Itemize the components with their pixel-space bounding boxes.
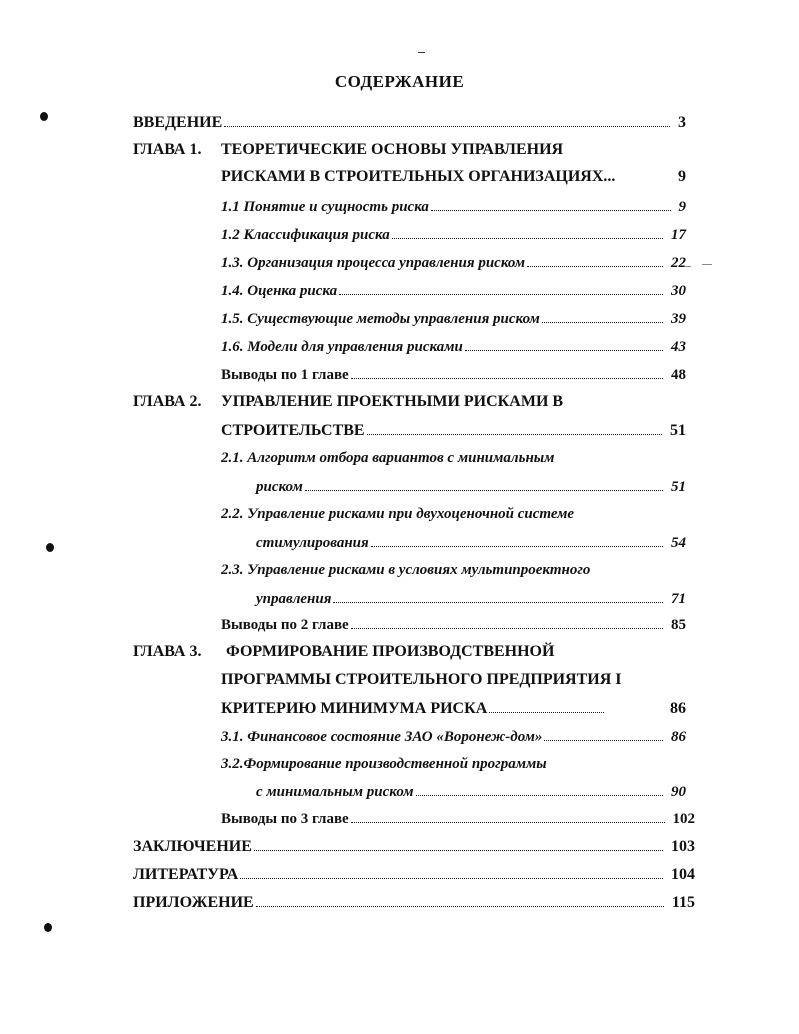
toc-entry-2-1[interactable] <box>256 476 686 496</box>
leader-dots <box>256 892 664 907</box>
entry-label: Выводы по 3 главе <box>221 811 349 827</box>
scan-blot <box>40 112 48 121</box>
toc-entry-2-3-line1: 2.3. Управление рисками в условиях мультипроектного <box>221 562 591 578</box>
leader-dots <box>254 836 663 851</box>
page-number: 85 <box>671 617 686 633</box>
toc-entry-1-3[interactable] <box>221 252 686 272</box>
leader-dots <box>333 588 663 603</box>
toc-entry-conclusions-2[interactable] <box>221 614 686 634</box>
page-number: 103 <box>671 838 695 855</box>
entry-label: с минимальным риском <box>256 784 414 800</box>
entry-label: 1.5. Существующие методы управления риском <box>221 311 540 327</box>
toc-entry-chapter-3[interactable] <box>221 698 686 718</box>
page-number: 39 <box>671 311 686 327</box>
toc-entry-conclusions-1[interactable] <box>221 364 686 384</box>
leader-dots <box>371 532 663 547</box>
entry-label: Выводы по 1 главе <box>221 367 349 383</box>
chapter-1-prefix: ГЛАВА 1. <box>133 141 202 158</box>
entry-label: ЛИТЕРАТУРА <box>133 866 239 883</box>
page-number: 43 <box>671 339 686 355</box>
toc-entry-1-6[interactable] <box>221 336 686 356</box>
leader-dots <box>392 224 663 239</box>
page-number: 17 <box>671 227 686 243</box>
toc-entry-2-2-line1: 2.2. Управление рисками при двухоценочной системе <box>221 506 575 522</box>
entry-label: 1.6. Модели для управления рисками <box>221 339 463 355</box>
toc-entry-2-1-line1: 2.1. Алгоритм отбора вариантов с минимальным <box>221 450 555 466</box>
toc-entry-intro[interactable] <box>133 112 686 132</box>
toc-entry-1-2[interactable] <box>221 224 686 244</box>
entry-label: 1.3. Организация процесса управления риском <box>221 255 526 271</box>
leader-dots <box>416 781 663 796</box>
page-number: 51 <box>670 422 686 439</box>
leader-dots <box>351 808 665 823</box>
page-number: 22 <box>671 255 686 271</box>
leader-dots <box>544 726 663 741</box>
chapter-1-title-line1: ТЕОРЕТИЧЕСКИЕ ОСНОВЫ УПРАВЛЕНИЯ <box>221 141 564 158</box>
entry-label: стимулирования <box>256 535 369 551</box>
toc-entry-conclusion[interactable] <box>133 836 695 856</box>
toc-entry-1-5[interactable] <box>221 308 686 328</box>
toc-entry-2-3[interactable] <box>256 588 686 608</box>
page-number: 48 <box>671 367 686 383</box>
scan-speck <box>702 264 712 265</box>
scan-mark <box>418 52 425 53</box>
toc-entry-2-2[interactable] <box>256 532 686 552</box>
leader-dots <box>351 614 663 629</box>
entry-label: 1.2 Классификация риска <box>221 227 390 243</box>
entry-label: управления <box>256 591 332 607</box>
page-number: 115 <box>671 894 695 911</box>
leader-dots <box>240 864 663 879</box>
toc-entry-3-2[interactable] <box>256 781 686 801</box>
entry-label: ВВЕДЕНИЕ <box>133 114 223 131</box>
entry-label: 1.1 Понятие и сущность риска <box>221 199 429 215</box>
chapter-3-prefix: ГЛАВА 3. <box>133 643 202 660</box>
page-number: 71 <box>671 591 686 607</box>
toc-entry-literature[interactable] <box>133 864 695 884</box>
toc-entry-3-1[interactable] <box>221 726 686 746</box>
page-number: 9 <box>678 199 686 215</box>
toc-entry-chapter-1[interactable] <box>221 167 686 187</box>
page-number: 86 <box>670 700 686 717</box>
leader-dots <box>431 196 671 211</box>
leader-dots <box>224 112 670 127</box>
chapter-2-prefix: ГЛАВА 2. <box>133 393 202 410</box>
entry-label: 3.1. Финансовое состояние ЗАО «Воронеж-дом» <box>221 729 543 745</box>
page-number: 30 <box>671 283 686 299</box>
page-number: 9 <box>678 168 686 185</box>
scan-blot <box>44 923 52 932</box>
chapter-3-title-line1: ФОРМИРОВАНИЕ ПРОИЗВОДСТВЕННОЙ <box>226 643 555 660</box>
entry-label: ЗАКЛЮЧЕНИЕ <box>133 838 252 855</box>
leader-dots <box>367 420 662 435</box>
page-number: 51 <box>671 479 686 495</box>
scan-blot <box>46 543 54 552</box>
page-title: СОДЕРЖАНИЕ <box>334 72 465 91</box>
entry-label: КРИТЕРИЮ МИНИМУМА РИСКА <box>221 700 488 717</box>
entry-label: СТРОИТЕЛЬСТВЕ <box>221 422 365 439</box>
leader-dots <box>351 364 663 379</box>
chapter-3-title-line2: ПРОГРАММЫ СТРОИТЕЛЬНОГО ПРЕДПРИЯТИЯ I <box>221 671 622 688</box>
toc-entry-appendix[interactable] <box>133 892 695 912</box>
entry-label: РИСКАМИ В СТРОИТЕЛЬНЫХ ОРГАНИЗАЦИЯХ... <box>221 168 616 185</box>
leader-dots <box>527 252 663 267</box>
page-number: 104 <box>671 866 695 883</box>
toc-entry-chapter-2[interactable] <box>221 420 686 440</box>
chapter-2-title-line1: УПРАВЛЕНИЕ ПРОЕКТНЫМИ РИСКАМИ В <box>221 393 564 410</box>
page-number: 86 <box>671 729 686 745</box>
toc-entry-3-2-line1: 3.2.Формирование производственной программы <box>221 756 547 772</box>
toc-entry-conclusions-3[interactable] <box>221 808 695 828</box>
entry-label: 1.4. Оценка риска <box>221 283 338 299</box>
page-number: 54 <box>671 535 686 551</box>
page-number: 3 <box>678 114 686 131</box>
page-number: 90 <box>671 784 686 800</box>
leader-dots <box>542 308 663 323</box>
leader-dots <box>465 336 663 351</box>
toc-entry-1-1[interactable] <box>221 196 686 216</box>
page-number: 102 <box>672 811 695 827</box>
entry-label: риском <box>256 479 303 495</box>
entry-label: Выводы по 2 главе <box>221 617 349 633</box>
leader-dots <box>305 476 663 491</box>
toc-entry-1-4[interactable] <box>221 280 686 300</box>
entry-label: ПРИЛОЖЕНИЕ <box>133 894 254 911</box>
leader-dots <box>489 698 604 713</box>
leader-dots <box>339 280 663 295</box>
